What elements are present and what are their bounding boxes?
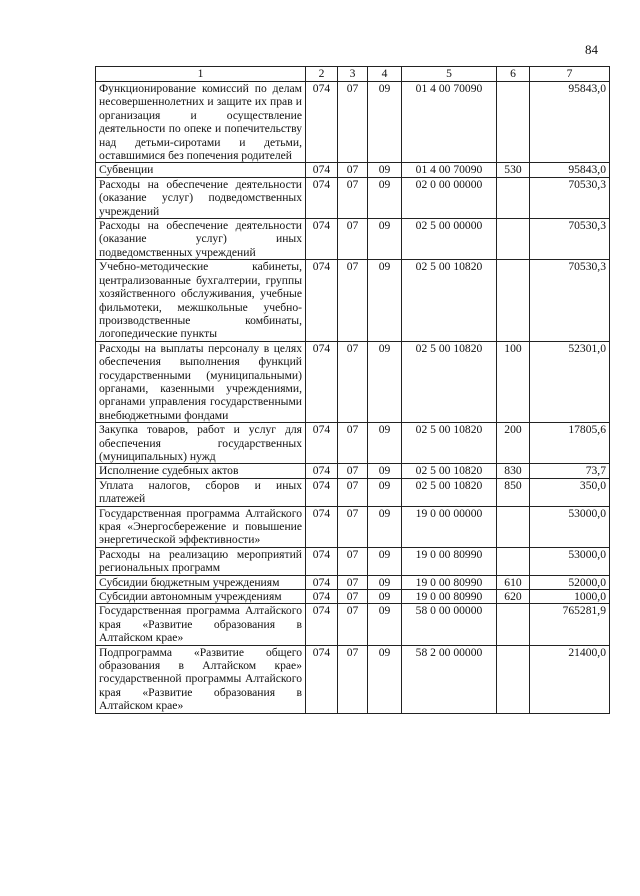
section-code-cell: 07 <box>338 547 368 575</box>
section-code-cell: 07 <box>338 163 368 177</box>
column-header: 5 <box>402 67 497 82</box>
column-header: 2 <box>306 67 338 82</box>
target-article-cell: 58 2 00 00000 <box>402 645 497 713</box>
ministry-code-cell: 074 <box>306 604 338 645</box>
ministry-code-cell: 074 <box>306 464 338 478</box>
table-row <box>96 547 610 575</box>
target-article-cell: 02 5 00 10820 <box>402 260 497 341</box>
table-row <box>96 464 610 478</box>
amount-cell: 95843,0 <box>530 163 610 177</box>
subsection-code-cell: 09 <box>368 163 402 177</box>
expense-type-cell <box>497 506 530 547</box>
expense-type-cell: 530 <box>497 163 530 177</box>
expense-type-cell <box>497 645 530 713</box>
target-article-cell: 19 0 00 80990 <box>402 575 497 589</box>
expense-type-cell <box>497 177 530 218</box>
target-article-cell: 02 5 00 00000 <box>402 219 497 260</box>
item-name-cell: Субвенции <box>96 163 306 177</box>
section-code-cell: 07 <box>338 506 368 547</box>
amount-cell: 53000,0 <box>530 506 610 547</box>
ministry-code-cell: 074 <box>306 547 338 575</box>
item-name-cell: Субсидии автономным учреждениям <box>96 590 306 604</box>
amount-cell: 52000,0 <box>530 575 610 589</box>
table-row <box>96 177 610 218</box>
table-body <box>96 82 610 714</box>
column-header: 4 <box>368 67 402 82</box>
item-name-cell: Подпрограмма «Развитие общего образования в Алтайском крае» государственной программы Алтайского края «Развитие образования в Алтайском крае» <box>96 645 306 713</box>
amount-cell: 70530,3 <box>530 177 610 218</box>
amount-cell: 73,7 <box>530 464 610 478</box>
subsection-code-cell: 09 <box>368 604 402 645</box>
amount-cell: 765281,9 <box>530 604 610 645</box>
target-article-cell: 19 0 00 00000 <box>402 506 497 547</box>
amount-cell: 95843,0 <box>530 82 610 163</box>
subsection-code-cell: 09 <box>368 341 402 422</box>
table-row <box>96 590 610 604</box>
table-row <box>96 82 610 163</box>
target-article-cell: 02 5 00 10820 <box>402 341 497 422</box>
ministry-code-cell: 074 <box>306 423 338 464</box>
ministry-code-cell: 074 <box>306 219 338 260</box>
ministry-code-cell: 074 <box>306 163 338 177</box>
expense-type-cell: 620 <box>497 590 530 604</box>
expense-type-cell: 850 <box>497 478 530 506</box>
subsection-code-cell: 09 <box>368 506 402 547</box>
target-article-cell: 01 4 00 70090 <box>402 163 497 177</box>
section-code-cell: 07 <box>338 604 368 645</box>
column-header: 3 <box>338 67 368 82</box>
item-name-cell: Расходы на выплаты персоналу в целях обеспечения выполнения функций государственными (муниципальными) органами, казенными учреждениями, органами управления государственными внебюджетными фондами <box>96 341 306 422</box>
table-row <box>96 645 610 713</box>
expense-type-cell: 100 <box>497 341 530 422</box>
ministry-code-cell: 074 <box>306 506 338 547</box>
subsection-code-cell: 09 <box>368 547 402 575</box>
budget-table <box>95 66 610 714</box>
table-row <box>96 575 610 589</box>
item-name-cell: Учебно-методические кабинеты, централизованные бухгалтерии, группы хозяйственного обслуживания, учебные фильмотеки, межшкольные учебно-производственные комбинаты, логопедические пункты <box>96 260 306 341</box>
subsection-code-cell: 09 <box>368 82 402 163</box>
section-code-cell: 07 <box>338 423 368 464</box>
table-row <box>96 506 610 547</box>
item-name-cell: Субсидии бюджетным учреждениям <box>96 575 306 589</box>
item-name-cell: Расходы на обеспечение деятельности (оказание услуг) подведомственных учреждений <box>96 177 306 218</box>
expense-type-cell <box>497 82 530 163</box>
subsection-code-cell: 09 <box>368 423 402 464</box>
amount-cell: 17805,6 <box>530 423 610 464</box>
ministry-code-cell: 074 <box>306 575 338 589</box>
amount-cell: 53000,0 <box>530 547 610 575</box>
item-name-cell: Функционирование комиссий по делам несовершеннолетних и защите их прав и организация и осуществление деятельности по опеке и попечительству над детьми-сиротами и детьми, оставшимися без попечения родителей <box>96 82 306 163</box>
expense-type-cell: 610 <box>497 575 530 589</box>
table-row <box>96 260 610 341</box>
section-code-cell: 07 <box>338 590 368 604</box>
ministry-code-cell: 074 <box>306 177 338 218</box>
section-code-cell: 07 <box>338 82 368 163</box>
target-article-cell: 19 0 00 80990 <box>402 547 497 575</box>
expense-type-cell <box>497 260 530 341</box>
expense-type-cell: 830 <box>497 464 530 478</box>
expense-type-cell <box>497 604 530 645</box>
section-code-cell: 07 <box>338 260 368 341</box>
amount-cell: 1000,0 <box>530 590 610 604</box>
section-code-cell: 07 <box>338 478 368 506</box>
amount-cell: 350,0 <box>530 478 610 506</box>
item-name-cell: Государственная программа Алтайского края «Энергосбережение и повышение энергетической эффективности» <box>96 506 306 547</box>
item-name-cell: Исполнение судебных актов <box>96 464 306 478</box>
subsection-code-cell: 09 <box>368 590 402 604</box>
section-code-cell: 07 <box>338 341 368 422</box>
section-code-cell: 07 <box>338 177 368 218</box>
ministry-code-cell: 074 <box>306 341 338 422</box>
subsection-code-cell: 09 <box>368 177 402 218</box>
table-row <box>96 478 610 506</box>
item-name-cell: Закупка товаров, работ и услуг для обеспечения государственных (муниципальных) нужд <box>96 423 306 464</box>
section-code-cell: 07 <box>338 575 368 589</box>
expense-type-cell <box>497 219 530 260</box>
table-row <box>96 219 610 260</box>
target-article-cell: 02 5 00 10820 <box>402 478 497 506</box>
ministry-code-cell: 074 <box>306 478 338 506</box>
amount-cell: 70530,3 <box>530 219 610 260</box>
table-row <box>96 604 610 645</box>
ministry-code-cell: 074 <box>306 82 338 163</box>
amount-cell: 52301,0 <box>530 341 610 422</box>
table-row <box>96 163 610 177</box>
expense-type-cell <box>497 547 530 575</box>
target-article-cell: 19 0 00 80990 <box>402 590 497 604</box>
column-header: 1 <box>96 67 306 82</box>
section-code-cell: 07 <box>338 464 368 478</box>
section-code-cell: 07 <box>338 219 368 260</box>
column-header: 6 <box>497 67 530 82</box>
target-article-cell: 58 0 00 00000 <box>402 604 497 645</box>
target-article-cell: 01 4 00 70090 <box>402 82 497 163</box>
expense-type-cell: 200 <box>497 423 530 464</box>
subsection-code-cell: 09 <box>368 219 402 260</box>
target-article-cell: 02 0 00 00000 <box>402 177 497 218</box>
subsection-code-cell: 09 <box>368 478 402 506</box>
subsection-code-cell: 09 <box>368 575 402 589</box>
amount-cell: 21400,0 <box>530 645 610 713</box>
item-name-cell: Расходы на реализацию мероприятий региональных программ <box>96 547 306 575</box>
amount-cell: 70530,3 <box>530 260 610 341</box>
table-row <box>96 423 610 464</box>
ministry-code-cell: 074 <box>306 590 338 604</box>
item-name-cell: Государственная программа Алтайского края «Развитие образования в Алтайском крае» <box>96 604 306 645</box>
subsection-code-cell: 09 <box>368 260 402 341</box>
target-article-cell: 02 5 00 10820 <box>402 423 497 464</box>
table-row <box>96 341 610 422</box>
column-header: 7 <box>530 67 610 82</box>
ministry-code-cell: 074 <box>306 645 338 713</box>
subsection-code-cell: 09 <box>368 464 402 478</box>
target-article-cell: 02 5 00 10820 <box>402 464 497 478</box>
ministry-code-cell: 074 <box>306 260 338 341</box>
subsection-code-cell: 09 <box>368 645 402 713</box>
section-code-cell: 07 <box>338 645 368 713</box>
item-name-cell: Расходы на обеспечение деятельности (оказание услуг) иных подведомственных учреждений <box>96 219 306 260</box>
table-header-row <box>96 67 610 82</box>
item-name-cell: Уплата налогов, сборов и иных платежей <box>96 478 306 506</box>
page-number: 84 <box>585 42 598 57</box>
